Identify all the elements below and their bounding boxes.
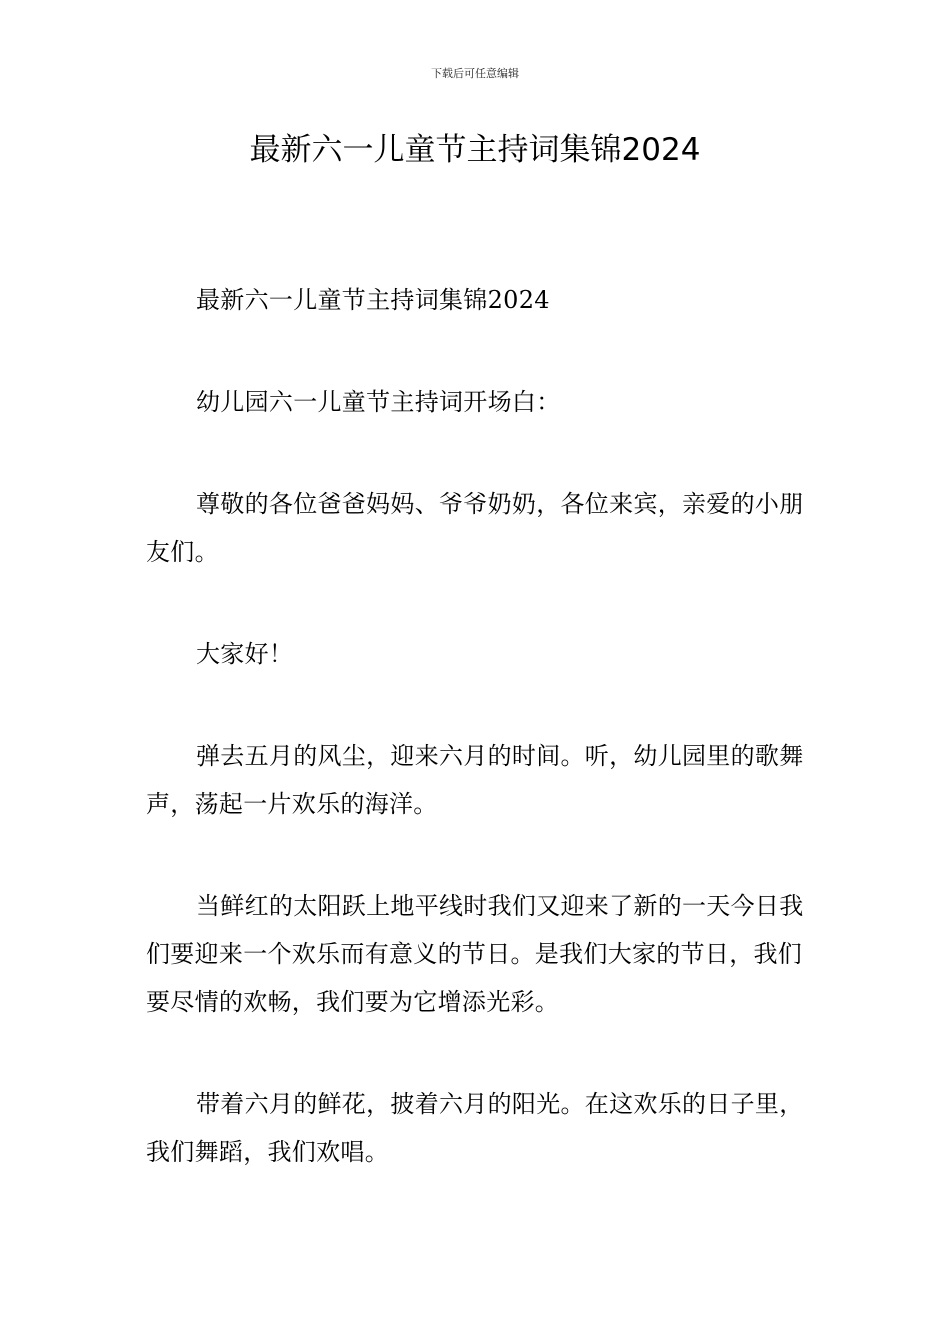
document-title: 最新六一儿童节主持词集锦2024 <box>249 132 701 168</box>
paragraph-sunrise: 当鲜红的太阳跃上地平线时我们又迎来了新的一天今日我们要迎来一个欢乐而有意义的节日。是我们大家的节日，我们要尽情的欢畅，我们要为它增添光彩。 <box>146 892 804 1016</box>
document-body <box>146 276 806 1230</box>
header-note: 下载后可任意编辑 <box>431 67 519 80</box>
paragraph-hello: 大家好！ <box>196 640 294 668</box>
paragraph-june: 弹去五月的风尘，迎来六月的时间。听，幼儿园里的歌舞声，荡起一片欢乐的海洋。 <box>146 742 804 818</box>
paragraph-section-heading: 幼儿园六一儿童节主持词开场白： <box>196 388 561 416</box>
paragraph-subtitle: 最新六一儿童节主持词集锦2024 <box>196 286 550 314</box>
paragraph-greeting: 尊敬的各位爸爸妈妈、爷爷奶奶，各位来宾，亲爱的小朋友们。 <box>146 490 804 566</box>
paragraph-flowers: 带着六月的鲜花，披着六月的阳光。在这欢乐的日子里，我们舞蹈，我们欢唱。 <box>146 1090 804 1166</box>
